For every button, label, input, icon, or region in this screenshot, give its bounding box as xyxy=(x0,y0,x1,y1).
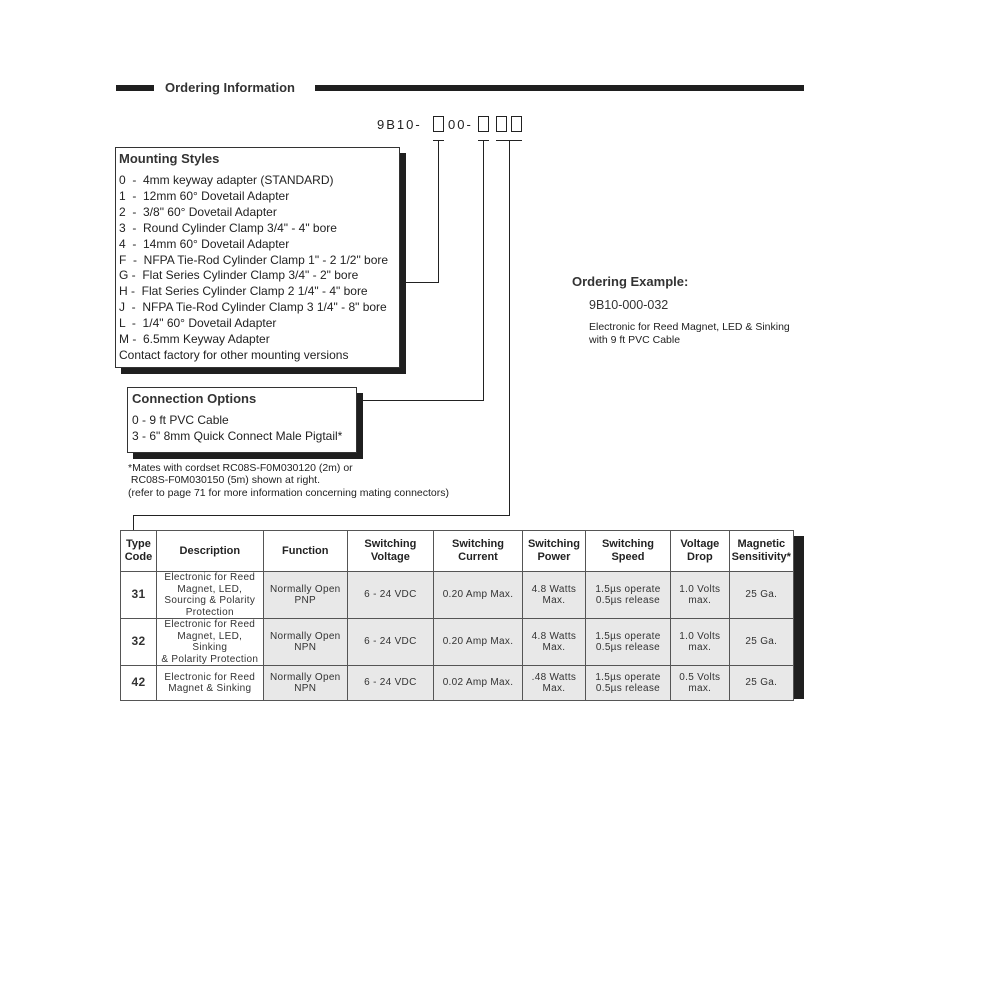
example-desc-line: Electronic for Reed Magnet, LED & Sinking xyxy=(589,321,790,333)
switching-voltage-cell: 6 - 24 VDC xyxy=(347,572,433,619)
speed-line: 1.5µs operate xyxy=(595,630,661,642)
magnetic-sensitivity-cell: 25 Ga. xyxy=(729,619,793,666)
speed-line: 0.5µs release xyxy=(595,683,661,694)
description-cell xyxy=(156,572,263,619)
header-rule-left xyxy=(116,85,154,91)
function-line: Normally Open xyxy=(269,630,341,642)
switching-power-cell xyxy=(523,572,586,619)
column-header-line: Switching xyxy=(364,538,417,550)
connector-line xyxy=(509,140,510,516)
mounting-styles-title: Mounting Styles xyxy=(119,151,220,166)
description-cell xyxy=(156,619,263,666)
drop-line: 1.0 Volts xyxy=(679,630,721,642)
column-header-line: Current xyxy=(458,551,498,563)
description-line: Magnet, LED, xyxy=(177,583,243,595)
connection-options-list xyxy=(132,413,356,445)
column-header-line: Code xyxy=(124,551,153,563)
description-line: Electronic for Reed xyxy=(164,671,256,683)
column-header-line: Description xyxy=(179,544,241,557)
column-header-line: Voltage xyxy=(680,538,720,550)
table-header-row xyxy=(121,531,794,572)
power-line: 4.8 Watts xyxy=(531,583,577,595)
voltage-drop-cell xyxy=(671,619,730,666)
column-header-line: Voltage xyxy=(370,551,410,563)
column-header-line: Drop xyxy=(687,551,713,563)
connector-line xyxy=(438,140,439,283)
slot-mounting xyxy=(433,116,444,132)
note-line: (refer to page 71 for more information concerning mating connectors) xyxy=(128,486,449,499)
section-title: Ordering Information xyxy=(165,80,295,95)
speed-line: 1.5µs operate xyxy=(595,671,661,683)
drop-line: 0.5 Volts xyxy=(679,671,721,683)
slot-type-code-2 xyxy=(511,116,522,132)
mounting-style-item: 2 - 3/8" 60° Dovetail Adapter xyxy=(119,204,277,219)
column-header xyxy=(433,531,522,572)
function-cell xyxy=(263,572,347,619)
mounting-style-item: 3 - Round Cylinder Clamp 3/4" - 4" bore xyxy=(119,220,337,235)
switching-speed-cell xyxy=(585,619,670,666)
note-line: *Mates with cordset RC08S-F0M030120 (2m) or xyxy=(128,462,353,474)
example-desc-line: with 9 ft PVC Cable xyxy=(589,334,681,346)
table-row xyxy=(121,572,794,619)
power-line: Max. xyxy=(542,595,566,606)
type-code-cell: 32 xyxy=(121,619,157,666)
drop-line: max. xyxy=(688,683,712,694)
switching-power-cell xyxy=(523,666,586,701)
mounting-styles-box xyxy=(115,147,400,368)
table-row xyxy=(121,619,794,666)
note-line: RC08S-F0M030150 (5m) shown at right. xyxy=(128,474,320,487)
connector-line xyxy=(133,515,134,530)
slot-connection xyxy=(478,116,489,132)
magnetic-sensitivity-cell: 25 Ga. xyxy=(729,572,793,619)
switching-speed-cell xyxy=(585,572,670,619)
description-line: Protection xyxy=(185,606,234,618)
magnetic-sensitivity-cell: 25 Ga. xyxy=(729,666,793,701)
connector-line xyxy=(483,140,484,401)
function-cell xyxy=(263,619,347,666)
description-line: Electronic for Reed xyxy=(164,572,256,583)
mating-note xyxy=(128,462,449,499)
speed-line: 0.5µs release xyxy=(595,642,661,653)
column-header-line: Type xyxy=(126,538,151,550)
ordering-example-code: 9B10-000-032 xyxy=(589,298,669,312)
speed-line: 1.5µs operate xyxy=(595,583,661,595)
column-header-line: Sensitivity* xyxy=(731,551,791,563)
description-line: & Polarity Protection xyxy=(161,653,259,665)
drop-line: max. xyxy=(688,642,712,653)
mounting-style-item: 0 - 4mm keyway adapter (STANDARD) xyxy=(119,173,334,187)
switching-speed-cell xyxy=(585,666,670,701)
mounting-style-item: 4 - 14mm 60° Dovetail Adapter xyxy=(119,236,290,251)
switching-current-cell: 0.02 Amp Max. xyxy=(433,666,522,701)
connection-options-title: Connection Options xyxy=(132,391,257,406)
connection-option-item: 0 - 9 ft PVC Cable xyxy=(132,413,229,427)
column-header xyxy=(729,531,793,572)
column-header-line: Power xyxy=(537,551,571,563)
table-row xyxy=(121,666,794,701)
mounting-style-item: 1 - 12mm 60° Dovetail Adapter xyxy=(119,188,290,203)
part-number-middle: 00- xyxy=(448,117,473,132)
description-line: Magnet, LED, Sinking xyxy=(177,630,243,653)
connector-line xyxy=(362,400,484,401)
column-header xyxy=(585,531,670,572)
switching-voltage-cell: 6 - 24 VDC xyxy=(347,666,433,701)
column-header xyxy=(671,531,730,572)
speed-line: 0.5µs release xyxy=(595,595,661,606)
column-header-line: Switching xyxy=(527,538,580,550)
description-line: Sourcing & Polarity xyxy=(164,595,256,606)
ordering-example-title: Ordering Example: xyxy=(572,274,689,289)
column-header xyxy=(523,531,586,572)
column-header-line: Magnetic xyxy=(737,538,786,550)
connection-options-box xyxy=(127,387,357,453)
switching-voltage-cell: 6 - 24 VDC xyxy=(347,619,433,666)
description-cell xyxy=(156,666,263,701)
column-header-line: Switching xyxy=(452,538,504,550)
function-line: NPN xyxy=(294,642,317,653)
function-cell xyxy=(263,666,347,701)
mounting-style-item: Contact factory for other mounting versions xyxy=(119,347,349,362)
function-line: Normally Open xyxy=(269,671,341,683)
column-header xyxy=(156,531,263,572)
power-line: Max. xyxy=(542,642,566,653)
function-line: PNP xyxy=(294,595,316,606)
description-line: Electronic for Reed xyxy=(164,619,256,630)
drop-line: max. xyxy=(688,595,712,606)
column-header xyxy=(263,531,347,572)
header-rule-right xyxy=(315,85,804,91)
switching-power-cell xyxy=(523,619,586,666)
switching-current-cell: 0.20 Amp Max. xyxy=(433,619,522,666)
drop-line: 1.0 Volts xyxy=(679,583,721,595)
type-code-cell: 42 xyxy=(121,666,157,701)
mounting-style-item: H - Flat Series Cylinder Clamp 2 1/4" - 4" bore xyxy=(119,284,368,299)
connector-line xyxy=(133,515,510,516)
power-line: 4.8 Watts xyxy=(531,630,577,642)
column-header-line: Switching xyxy=(601,538,654,550)
column-header xyxy=(121,531,157,572)
ordering-example-description xyxy=(589,321,790,347)
description-line: Magnet & Sinking xyxy=(168,683,252,694)
voltage-drop-cell xyxy=(671,572,730,619)
mounting-style-item: F - NFPA Tie-Rod Cylinder Clamp 1" - 2 1/2" bore xyxy=(119,252,389,267)
mounting-styles-list xyxy=(119,173,399,364)
power-line: Max. xyxy=(542,683,566,694)
connection-option-item: 3 - 6" 8mm Quick Connect Male Pigtail* xyxy=(132,428,343,443)
switching-current-cell: 0.20 Amp Max. xyxy=(433,572,522,619)
mounting-style-item: L - 1/4" 60° Dovetail Adapter xyxy=(119,316,277,331)
column-header-line: Speed xyxy=(611,551,645,563)
power-line: .48 Watts xyxy=(531,671,577,683)
specifications-table xyxy=(120,530,794,701)
function-line: NPN xyxy=(294,683,317,694)
part-number-prefix: 9B10- xyxy=(377,117,422,132)
column-header xyxy=(347,531,433,572)
type-code-cell: 31 xyxy=(121,572,157,619)
table-body xyxy=(121,572,794,701)
mounting-style-item: J - NFPA Tie-Rod Cylinder Clamp 3 1/4" - 8" bore xyxy=(119,300,387,315)
voltage-drop-cell xyxy=(671,666,730,701)
column-header-line: Function xyxy=(282,544,329,557)
connector-line xyxy=(406,282,439,283)
mounting-style-item: M - 6.5mm Keyway Adapter xyxy=(119,332,270,347)
mounting-style-item: G - Flat Series Cylinder Clamp 3/4" - 2" bore xyxy=(119,268,359,283)
slot-type-code-1 xyxy=(496,116,507,132)
function-line: Normally Open xyxy=(269,583,341,595)
